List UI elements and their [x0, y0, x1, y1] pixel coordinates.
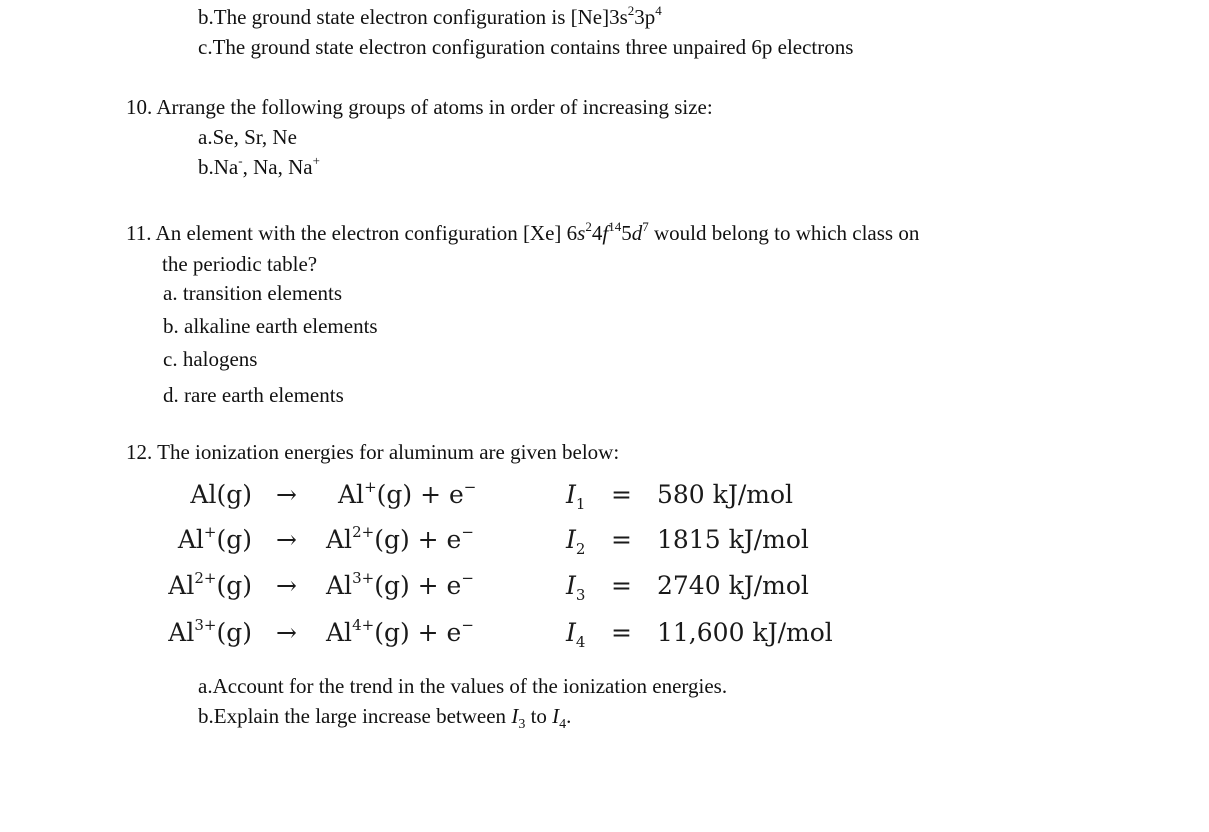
eq2-value: 1815 kJ/mol — [657, 525, 809, 554]
eq2-equals: = — [611, 525, 632, 554]
eq3-arrow: → — [276, 571, 297, 600]
q10-a-text: Se, Sr, Ne — [212, 125, 297, 149]
eq1-symbol: $I_1$ — [566, 480, 586, 513]
eq2-product: $Al^{2+}(g) + e^-$ — [326, 522, 474, 554]
q11-orbital-d: d — [631, 221, 643, 245]
eq1-reactant: Al(g) — [190, 480, 252, 509]
q11-option-b: b. alkaline earth elements — [163, 314, 378, 338]
eq2-reactant: Al+(g) — [177, 522, 252, 554]
eq3-equals: = — [611, 571, 632, 600]
q9-b-label: b. — [198, 5, 214, 29]
q10-b-na-anion: Na — [213, 155, 239, 179]
eq4-arrow: → — [276, 618, 297, 647]
q12-a-label: a. — [198, 674, 213, 698]
q11-stem-pre: 11. An element with the electron configuration [Xe] 6 — [126, 221, 578, 245]
q9-option-b — [198, 5, 662, 29]
q11-stem — [126, 221, 919, 245]
eq3-reactant: $Al^{2+}(g)$ — [168, 568, 252, 600]
q10-b-rest: , Na, Na — [242, 155, 313, 179]
q9-c-text: The ground state electron configuration contains three unpaired 6p electrons — [212, 35, 854, 59]
q11-option-d: d. rare earth elements — [163, 383, 344, 407]
eq1-arrow: → — [276, 480, 297, 509]
q12-b-label: b. — [198, 704, 214, 728]
q12-b-pre: Explain the large increase between — [213, 704, 512, 728]
q9-b-sup2: 4 — [655, 3, 662, 18]
q12-b-i3: I — [511, 704, 519, 728]
eq4-reactant: $Al^{3+}(g)$ — [168, 615, 252, 647]
q12-b-post: . — [566, 704, 572, 728]
q9-b-mid: 3p — [634, 5, 656, 29]
eq1-value: 580 kJ/mol — [657, 480, 794, 509]
eq3-symbol: $I_3$ — [566, 571, 586, 604]
q12-b-i3-sub: 3 — [518, 717, 526, 733]
q10-stem: 10. Arrange the following groups of atoms in order of increasing size: — [126, 95, 713, 119]
q11-sup-f: 14 — [608, 219, 622, 234]
q11-sup-s: 2 — [585, 219, 592, 234]
q11-option-c: c. halogens — [163, 347, 258, 371]
q11-sup-d: 7 — [642, 219, 649, 234]
eq1-equals: = — [611, 480, 632, 509]
eq4-product: $Al^{4+}(g) + e^-$ — [326, 615, 474, 647]
q11-n5: 5 — [621, 221, 632, 245]
q12-stem: 12. The ionization energies for aluminum are given below: — [126, 440, 620, 464]
q10-option-b — [198, 155, 320, 179]
q11-stem-post: would belong to which class on — [648, 221, 920, 245]
q9-c-label: c. — [198, 35, 213, 59]
eq2-arrow: → — [276, 525, 297, 554]
eq3-value: 2740 kJ/mol — [657, 571, 809, 600]
q10-a-label: a. — [198, 125, 213, 149]
q10-b-sup-minus: - — [238, 153, 243, 168]
q11-orbital-s: s — [577, 221, 586, 245]
q12-b-mid: to — [525, 704, 553, 728]
q9-b-text: The ground state electron configuration is [Ne]3s — [213, 5, 628, 29]
eq2-symbol: $I_2$ — [566, 525, 586, 558]
q11-option-a: a. transition elements — [163, 281, 343, 305]
eq4-value: 11,600 kJ/mol — [657, 618, 833, 647]
eq4-symbol: $I_4$ — [566, 618, 586, 651]
q9-b-sup1: 2 — [627, 3, 635, 18]
q12-b-i4: I — [552, 704, 560, 728]
eq3-product: $Al^{3+}(g) + e^-$ — [326, 568, 474, 600]
q12-option-b — [198, 704, 572, 733]
q11-orbital-f: f — [602, 221, 609, 245]
q11-n4: 4 — [591, 221, 603, 245]
q12-a-text: Account for the trend in the values of the ionization energies. — [212, 674, 728, 698]
eq4-equals: = — [611, 618, 632, 647]
q12-option-a — [198, 674, 727, 698]
q10-b-sup-plus: + — [312, 153, 320, 168]
q12-b-i4-sub: 4 — [559, 717, 567, 733]
q10-option-a — [198, 125, 297, 149]
q9-option-c — [198, 35, 853, 59]
q11-stem-line2: the periodic table? — [162, 252, 318, 276]
eq1-product: Al+(g) + e− — [338, 477, 477, 509]
q10-b-label: b. — [198, 155, 214, 179]
